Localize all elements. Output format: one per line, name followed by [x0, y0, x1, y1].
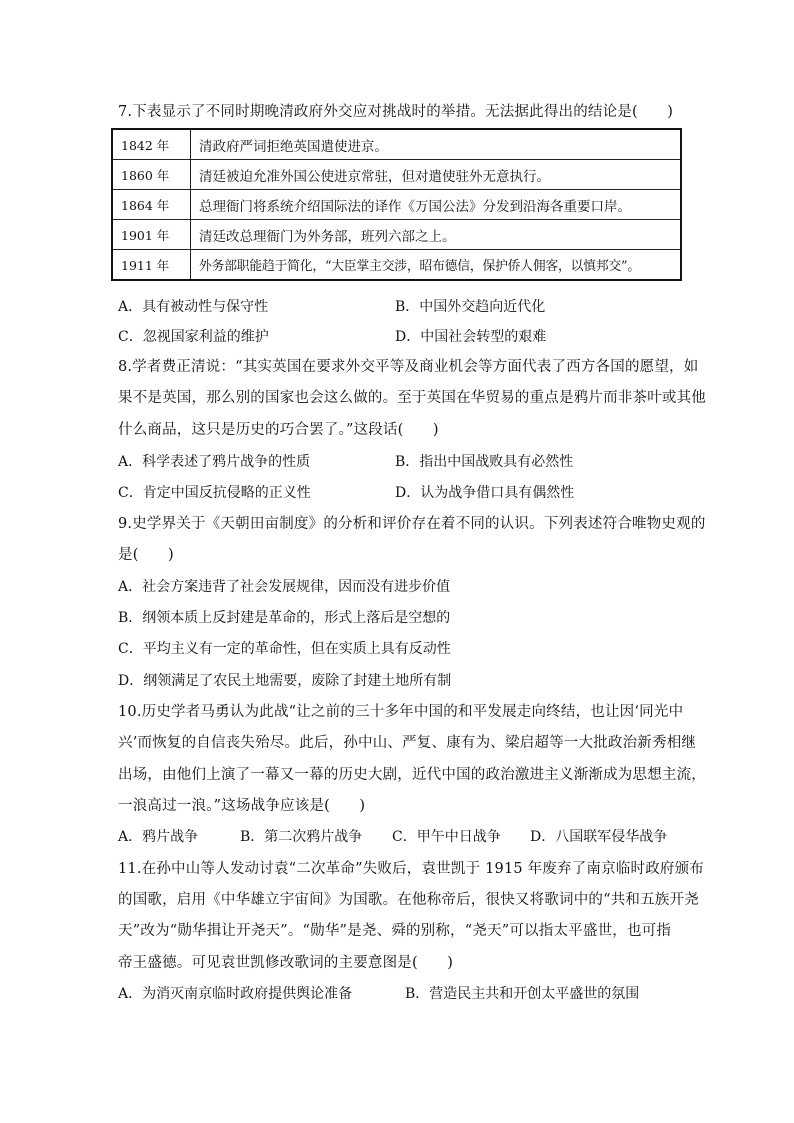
q7-table [111, 128, 682, 281]
q10-option-a: A．鸦片战争 [118, 829, 199, 845]
q7-option-c: C．忽视国家利益的维护 [118, 329, 269, 345]
q11-option-b: B．营造民主共和开创太平盛世的氛围 [405, 986, 640, 1002]
q10-option-d: D．八国联军侵华战争 [530, 829, 668, 845]
q8-option-a: A．科学表述了鸦片战争的性质 [118, 454, 311, 470]
q7-year-cell: 1901 年 [112, 220, 191, 250]
table-row [112, 220, 681, 250]
q7-stem: 7.下表显示了不同时期晚清政府外交应对挑战时的举措。无法据此得出的结论是( ) [118, 104, 674, 120]
q8-line-3: 什么商品，这只是历史的巧合罢了。”这段话( ) [118, 422, 439, 438]
q7-event-cell: 总理衙门将系统介绍国际法的译作《万国公法》分发到沿海各重要口岸。 [191, 190, 682, 220]
q10-line-4: 一浪高过一浪。”这场战争应该是( ) [118, 798, 366, 814]
q8-option-d: D．认为战争借口具有偶然性 [395, 485, 575, 501]
q9-option-a: A．社会方案违背了社会发展规律，因而没有进步价值 [118, 579, 451, 595]
q11-line-2: 的国歌，启用《中华雄立宇宙间》为国歌。在他称帝后，很快又将歌词中的“共和五族开尧 [118, 892, 699, 908]
table-row [112, 129, 681, 160]
q7-event-cell: 外务部职能趋于简化，“大臣掌主交涉，昭布德信，保护侨人佣客，以慎邦交”。 [191, 250, 682, 281]
q11-line-3: 天”改为“勋华揖让开尧天”。“勋华”是尧、舜的别称，“尧天”可以指太平盛世，也可指 [118, 923, 672, 939]
q7-option-b: B．中国外交趋向近代化 [395, 299, 546, 315]
table-row [112, 250, 681, 281]
q9-option-d: D．纲领满足了农民土地需要，废除了封建土地所有制 [118, 673, 452, 689]
q10-line-3: 出场，由他们上演了一幕又一幕的历史大剧，近代中国的政治激进主义渐渐成为思想主流， [118, 767, 706, 783]
q10-option-b: B．第二次鸦片战争 [240, 829, 363, 845]
q8-line-1: 8.学者费正清说：“其实英国在要求外交平等及商业机会等方面代表了西方各国的愿望，如 [118, 359, 699, 375]
q11-line-4: 帝王盛德。可见袁世凯修改歌词的主要意图是( ) [118, 955, 454, 971]
q7-option-a: A．具有被动性与保守性 [118, 299, 269, 315]
q10-option-c: C．甲午中日战争 [392, 829, 501, 845]
q7-event-cell: 清廷被迫允准外国公使进京常驻，但对遣使驻外无意执行。 [191, 160, 682, 190]
q9-option-c: C．平均主义有一定的革命性，但在实质上具有反动性 [118, 641, 451, 657]
q8-option-b: B．指出中国战败具有必然性 [395, 454, 574, 470]
q7-event-cell: 清政府严词拒绝英国遣使进京。 [191, 129, 682, 160]
q7-year-cell: 1911 年 [112, 250, 191, 281]
q8-option-c: C．肯定中国反抗侵略的正义性 [118, 485, 311, 501]
q10-line-2: 兴’而恢复的自信丧失殆尽。此后，孙中山、严复、康有为、梁启超等一大批政治新秀相继 [118, 735, 697, 751]
q7-year-cell: 1842 年 [112, 129, 191, 160]
q9-line-1: 9.史学界关于《天朝田亩制度》的分析和评价存在着不同的认识。下列表述符合唯物史观的 [118, 516, 706, 532]
q11-line-1: 11.在孙中山等人发动讨袁“二次革命”失败后，袁世凯于 1915 年废弃了南京临时政府颁布 [118, 861, 705, 877]
q9-option-b: B．纲领本质上反封建是革命的，形式上落后是空想的 [118, 610, 451, 626]
q7-event-cell: 清廷改总理衙门为外务部，班列六部之上。 [191, 220, 682, 250]
q7-option-d: D．中国社会转型的艰难 [395, 329, 547, 345]
q10-line-1: 10.历史学者马勇认为此战“让之前的三十多年中国的和平发展走向终结，也让因‘同光中 [118, 704, 684, 720]
table-row [112, 160, 681, 190]
table-row [112, 190, 681, 220]
q11-option-a: A．为消灭南京临时政府提供舆论准备 [118, 986, 353, 1002]
q9-line-2: 是( ) [118, 547, 174, 563]
q7-year-cell: 1864 年 [112, 190, 191, 220]
q7-year-cell: 1860 年 [112, 160, 191, 190]
q8-line-2: 果不是英国，那么别的国家也会这么做的。至于英国在华贸易的重点是鸦片而非茶叶或其他 [118, 390, 706, 406]
